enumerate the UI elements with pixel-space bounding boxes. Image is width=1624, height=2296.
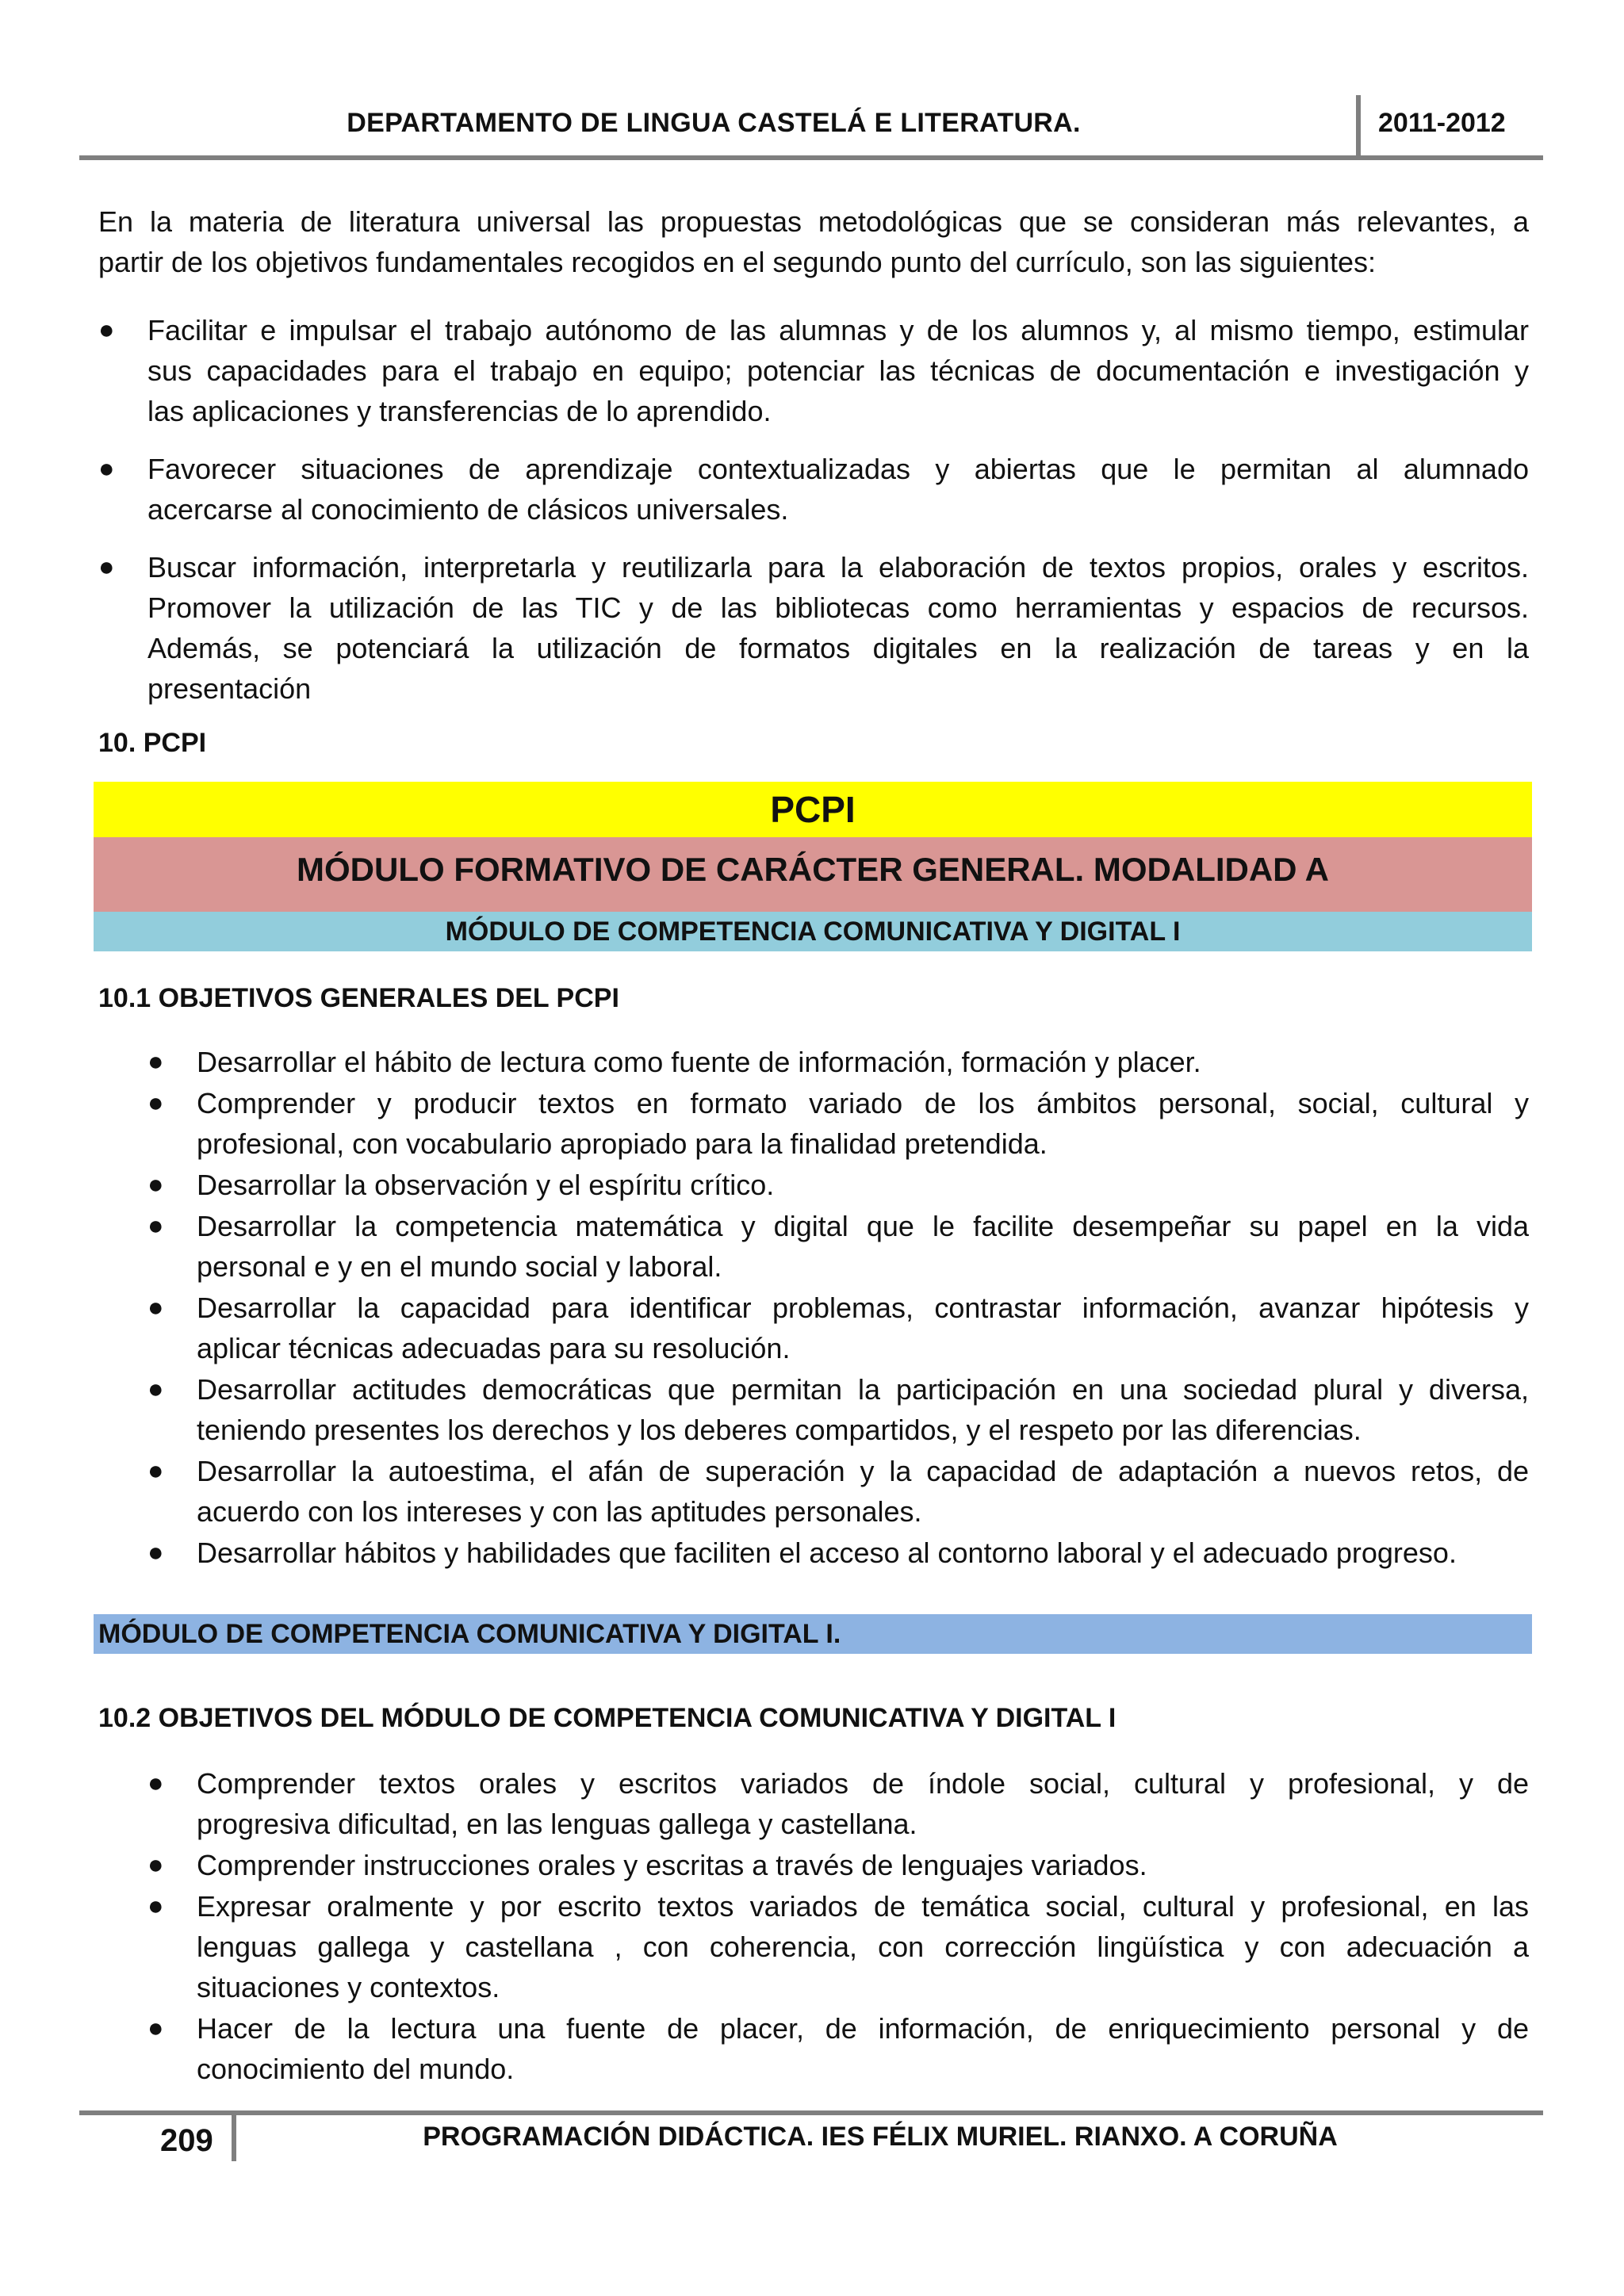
module-bullet-3-line-2: lenguas gallega y castellana , con coherencia, con corrección lingüística y con adecuación a xyxy=(197,1931,1529,1963)
pcpi-bullet-6-line-2: teniendo presentes los derechos y los deberes compartidos, y el respeto por las diferencias. xyxy=(197,1414,1362,1446)
bullet-icon: ● xyxy=(147,1211,164,1241)
lit-bullet-3-line-1: Buscar información, interpretarla y reutilizarla para la elaboración de textos propios, orales y escritos. xyxy=(147,551,1529,584)
bullet-icon: ● xyxy=(98,453,115,484)
intro-line-2: partir de los objetivos fundamentales recogidos en el segundo punto del currículo, son las siguientes: xyxy=(98,246,1376,278)
bullet-icon: ● xyxy=(147,1088,164,1118)
page-number: 209 xyxy=(160,2123,213,2158)
pcpi-bullet-4-line-1: Desarrollar la competencia matemática y digital que le facilite desempeñar su papel en la vida xyxy=(197,1210,1529,1242)
bullet-icon: ● xyxy=(147,1850,164,1880)
module-bullet-3-line-3: situaciones y contextos. xyxy=(197,1971,500,2003)
modulo-general-band: MÓDULO FORMATIVO DE CARÁCTER GENERAL. MODALIDAD A xyxy=(94,837,1532,912)
bullet-icon: ● xyxy=(147,1047,164,1077)
bullet-icon: ● xyxy=(147,1292,164,1322)
module-bullet-4-line-1: Hacer de la lectura una fuente de placer, de información, de enriquecimiento personal y de xyxy=(197,2012,1529,2045)
header-title: DEPARTAMENTO DE LINGUA CASTELÁ E LITERATURA. xyxy=(347,108,1081,138)
pcpi-bullet-7-line-2: acuerdo con los intereses y con las aptitudes personales. xyxy=(197,1495,922,1528)
header-year: 2011-2012 xyxy=(1378,108,1506,138)
pcpi-bullet-4-line-2: personal e y en el mundo social y laboral. xyxy=(197,1250,722,1283)
lit-bullet-1-line-3: las aplicaciones y transferencias de lo aprendido. xyxy=(147,395,772,427)
bullet-icon: ● xyxy=(147,1169,164,1200)
lit-bullet-3-line-2: Promover la utilización de las TIC y de las bibliotecas como herramientas y espacios de recursos. xyxy=(147,591,1529,624)
bullet-icon: ● xyxy=(147,2013,164,2043)
bullet-icon: ● xyxy=(147,1456,164,1486)
bullet-icon: ● xyxy=(147,1537,164,1567)
lit-bullet-2-line-2: acercarse al conocimiento de clásicos universales. xyxy=(147,493,789,526)
footer-rule xyxy=(79,2110,1543,2115)
pcpi-bullet-3: Desarrollar la observación y el espíritu crítico. xyxy=(197,1169,775,1201)
section-10-heading: 10. PCPI xyxy=(98,728,207,758)
pcpi-bullet-7-line-1: Desarrollar la autoestima, el afán de superación y la capacidad de adaptación a nuevos retos, de xyxy=(197,1455,1529,1487)
bullet-icon: ● xyxy=(147,1768,164,1798)
header-divider xyxy=(1356,95,1361,160)
lit-bullet-3-line-3: Además, se potenciará la utilización de formatos digitales en la realización de tareas y en la xyxy=(147,632,1529,664)
footer-divider xyxy=(232,2110,236,2161)
module-bullet-1-line-1: Comprender textos orales y escritos variados de índole social, cultural y profesional, y de xyxy=(197,1767,1529,1800)
lit-bullet-3-line-4: presentación xyxy=(147,672,312,705)
lit-bullet-1-line-2: sus capacidades para el trabajo en equipo; potenciar las técnicas de documentación e investigación y xyxy=(147,354,1529,387)
section-10-1-heading: 10.1 OBJETIVOS GENERALES DEL PCPI xyxy=(98,983,619,1013)
section-10-2-heading: 10.2 OBJETIVOS DEL MÓDULO DE COMPETENCIA COMUNICATIVA Y DIGITAL I xyxy=(98,1703,1116,1733)
module-band: MÓDULO DE COMPETENCIA COMUNICATIVA Y DIGITAL I. xyxy=(94,1614,1532,1654)
pcpi-bullet-8: Desarrollar hábitos y habilidades que faciliten el acceso al contorno laboral y el adecuado progreso. xyxy=(197,1536,1457,1569)
pcpi-bullet-1: Desarrollar el hábito de lectura como fuente de información, formación y placer. xyxy=(197,1046,1201,1078)
intro-line-1: En la materia de literatura universal las propuestas metodológicas que se consideran más relevantes, a xyxy=(98,205,1529,238)
module-bullet-2: Comprender instrucciones orales y escritas a través de lenguajes variados. xyxy=(197,1849,1147,1881)
pcpi-bullet-2-line-2: profesional, con vocabulario apropiado para la finalidad pretendida. xyxy=(197,1127,1048,1160)
lit-bullet-1-line-1: Facilitar e impulsar el trabajo autónomo de las alumnas y de los alumnos y, al mismo tiempo, estimular xyxy=(147,314,1529,346)
bullet-icon: ● xyxy=(147,1891,164,1921)
pcpi-bullet-5-line-1: Desarrollar la capacidad para identificar problemas, contrastar información, avanzar hipótesis y xyxy=(197,1292,1529,1324)
modulo-competencia-band: MÓDULO DE COMPETENCIA COMUNICATIVA Y DIGITAL I xyxy=(94,912,1532,951)
pcpi-bullet-2-line-1: Comprender y producir textos en formato variado de los ámbitos personal, social, cultural y xyxy=(197,1087,1529,1119)
pcpi-band: PCPI xyxy=(94,782,1532,837)
module-bullet-1-line-2: progresiva dificultad, en las lenguas gallega y castellana. xyxy=(197,1808,917,1840)
bullet-icon: ● xyxy=(147,1374,164,1404)
footer-text: PROGRAMACIÓN DIDÁCTICA. IES FÉLIX MURIEL. RIANXO. A CORUÑA xyxy=(423,2122,1338,2152)
bullet-icon: ● xyxy=(98,552,115,582)
lit-bullet-2-line-1: Favorecer situaciones de aprendizaje contextualizadas y abiertas que le permitan al alumnado xyxy=(147,453,1529,485)
module-bullet-4-line-2: conocimiento del mundo. xyxy=(197,2053,515,2085)
module-bullet-3-line-1: Expresar oralmente y por escrito textos variados de temática social, cultural y profesional, en las xyxy=(197,1890,1529,1923)
header-rule xyxy=(79,155,1543,160)
bullet-icon: ● xyxy=(98,315,115,345)
pcpi-bullet-5-line-2: aplicar técnicas adecuadas para su resolución. xyxy=(197,1332,791,1364)
pcpi-bullet-6-line-1: Desarrollar actitudes democráticas que permitan la participación en una sociedad plural y diversa, xyxy=(197,1373,1529,1406)
